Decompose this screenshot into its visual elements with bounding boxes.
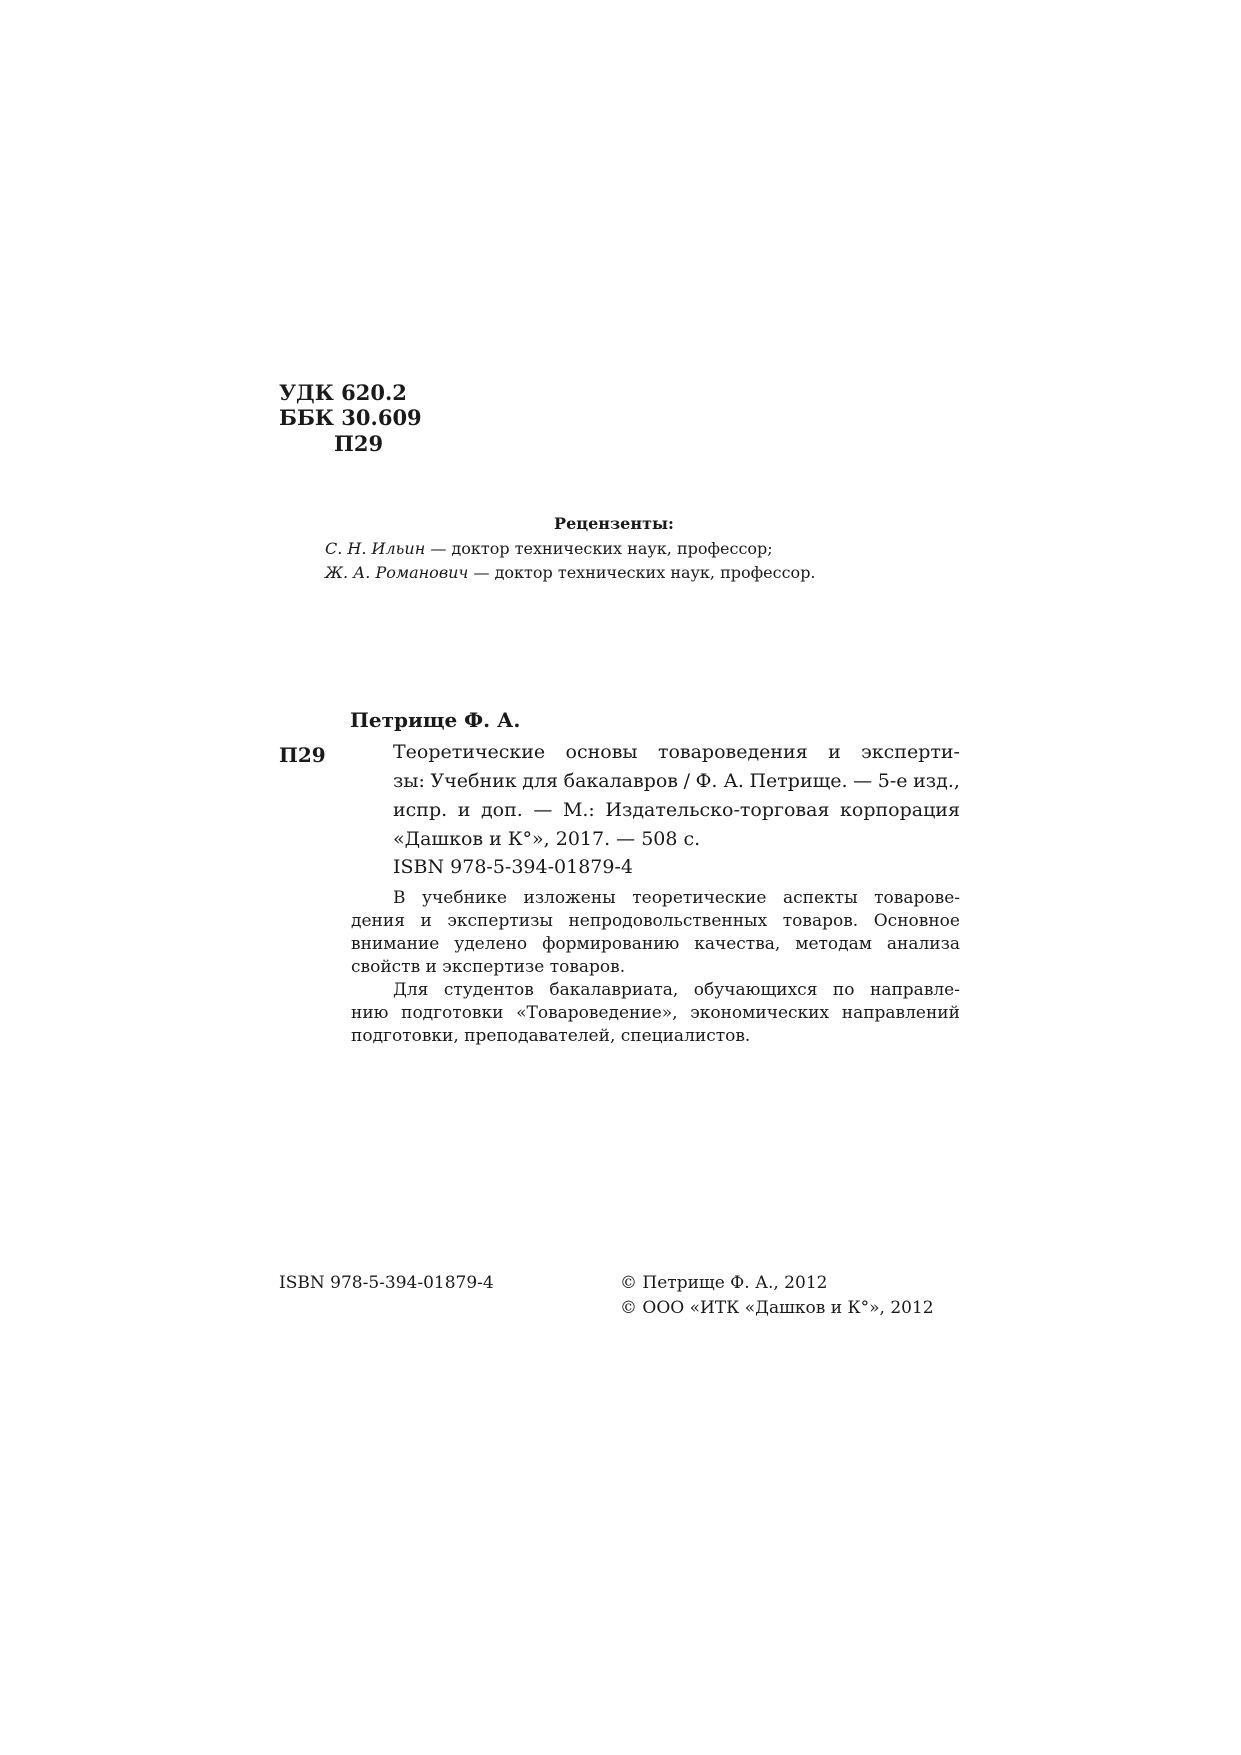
reviewer-2 xyxy=(325,562,816,584)
annotation-line xyxy=(351,1025,960,1048)
title-word: изд., xyxy=(913,770,960,792)
title-line xyxy=(393,796,960,825)
footer-isbn: ISBN 978-5-394-01879-4 xyxy=(279,1273,494,1293)
record-isbn: ISBN 978-5-394-01879-4 xyxy=(393,856,633,878)
annotation-word: по xyxy=(832,980,855,1000)
annotation-word: Основное xyxy=(873,911,960,931)
title-word: Петрище. xyxy=(749,770,848,792)
title-word: бакалавров xyxy=(563,770,678,792)
annotation-word: обучающихся xyxy=(693,980,818,1000)
annotation-line xyxy=(351,1002,960,1025)
title-word: — xyxy=(853,770,873,792)
title-word: и xyxy=(828,741,841,763)
record-code: П29 xyxy=(279,743,326,767)
title-word: / xyxy=(683,770,690,792)
reviewer-desc: — доктор технических наук, профессор; xyxy=(425,539,773,558)
annotation-line xyxy=(351,887,960,910)
title-word: и xyxy=(457,799,471,821)
annotation-word: Для xyxy=(393,980,429,1000)
copyright-author: © Петрище Ф. А., 2012 xyxy=(620,1273,828,1293)
reviewer-1 xyxy=(325,538,773,560)
annotation-line xyxy=(351,933,960,956)
title-word: Теоретические xyxy=(393,741,546,763)
annotation-line xyxy=(351,956,960,979)
title-word: Учебник xyxy=(430,770,517,792)
title-line xyxy=(393,825,960,854)
annotation-word: экономических xyxy=(690,1003,830,1023)
annotation-word: бакалавриата, xyxy=(549,980,679,1000)
annotation-word: В xyxy=(393,888,406,908)
annotation-word: товарове- xyxy=(874,888,960,908)
annotation-word: подготовки xyxy=(401,1003,504,1023)
annotation-word: и xyxy=(420,911,432,931)
annotation-word: уделено xyxy=(454,934,528,954)
title-word: для xyxy=(522,770,559,792)
annotation-line xyxy=(351,910,960,933)
annotation-word: аспекты xyxy=(783,888,858,908)
title-word: — xyxy=(533,799,553,821)
title-word: товароведения xyxy=(657,741,808,763)
annotation-word: дения xyxy=(351,911,405,931)
reviewer-name: С. Н. Ильин xyxy=(325,539,426,558)
annotation-word: анализа xyxy=(886,934,960,954)
title-word: корпорация xyxy=(840,799,960,821)
title-word: зы: xyxy=(393,770,425,792)
annotation-word: направле- xyxy=(870,980,960,1000)
annotation-word: свойств и экспертизе товаров. xyxy=(351,957,626,977)
annotation-word: товаров. xyxy=(782,911,859,931)
annotation-word: качества, xyxy=(694,934,781,954)
copyright-publisher: © ООО «ИТК «Дашков и К°», 2012 xyxy=(620,1298,934,1318)
record-title-block xyxy=(393,738,960,854)
title-word: испр. xyxy=(393,799,448,821)
title-word: основы xyxy=(565,741,638,763)
title-word: эксперти- xyxy=(861,741,960,763)
annotation-word: внимание xyxy=(351,934,440,954)
annotation-word: студентов xyxy=(443,980,534,1000)
author-mark: П29 xyxy=(334,431,384,456)
title-word: доп. xyxy=(480,799,523,821)
udk-code: УДК 620.2 xyxy=(279,380,407,405)
annotation-word: методам xyxy=(795,934,872,954)
annotation-word: теоретические xyxy=(632,888,767,908)
title-line xyxy=(393,767,960,796)
annotation-word: непродовольственных xyxy=(568,911,768,931)
annotation-word: формированию xyxy=(542,934,680,954)
title-word: М.: xyxy=(562,799,595,821)
title-word: 5-е xyxy=(877,770,908,792)
annotation-block xyxy=(351,887,960,1048)
reviewer-desc: — доктор технических наук, профессор. xyxy=(468,563,816,582)
annotation-word: подготовки, преподавателей, специалистов. xyxy=(351,1026,751,1046)
title-line xyxy=(393,738,960,767)
reviewer-name: Ж. А. Романович xyxy=(325,563,469,582)
annotation-word: нию xyxy=(351,1003,389,1023)
annotation-word: изложены xyxy=(523,888,616,908)
annotation-word: направлений xyxy=(841,1003,960,1023)
bbk-code: ББК 30.609 xyxy=(279,405,422,430)
title-word: «Дашков и К°», 2017. — 508 с. xyxy=(393,828,701,850)
annotation-word: экспертизы xyxy=(447,911,553,931)
record-author: Петрище Ф. А. xyxy=(350,708,521,732)
annotation-line xyxy=(351,979,960,1002)
title-word: Издательско-торговая xyxy=(605,799,830,821)
title-word: Ф. А. xyxy=(695,770,744,792)
reviewers-title: Рецензенты: xyxy=(554,514,674,533)
annotation-word: учебнике xyxy=(422,888,507,908)
annotation-word: «Товароведение», xyxy=(516,1003,678,1023)
